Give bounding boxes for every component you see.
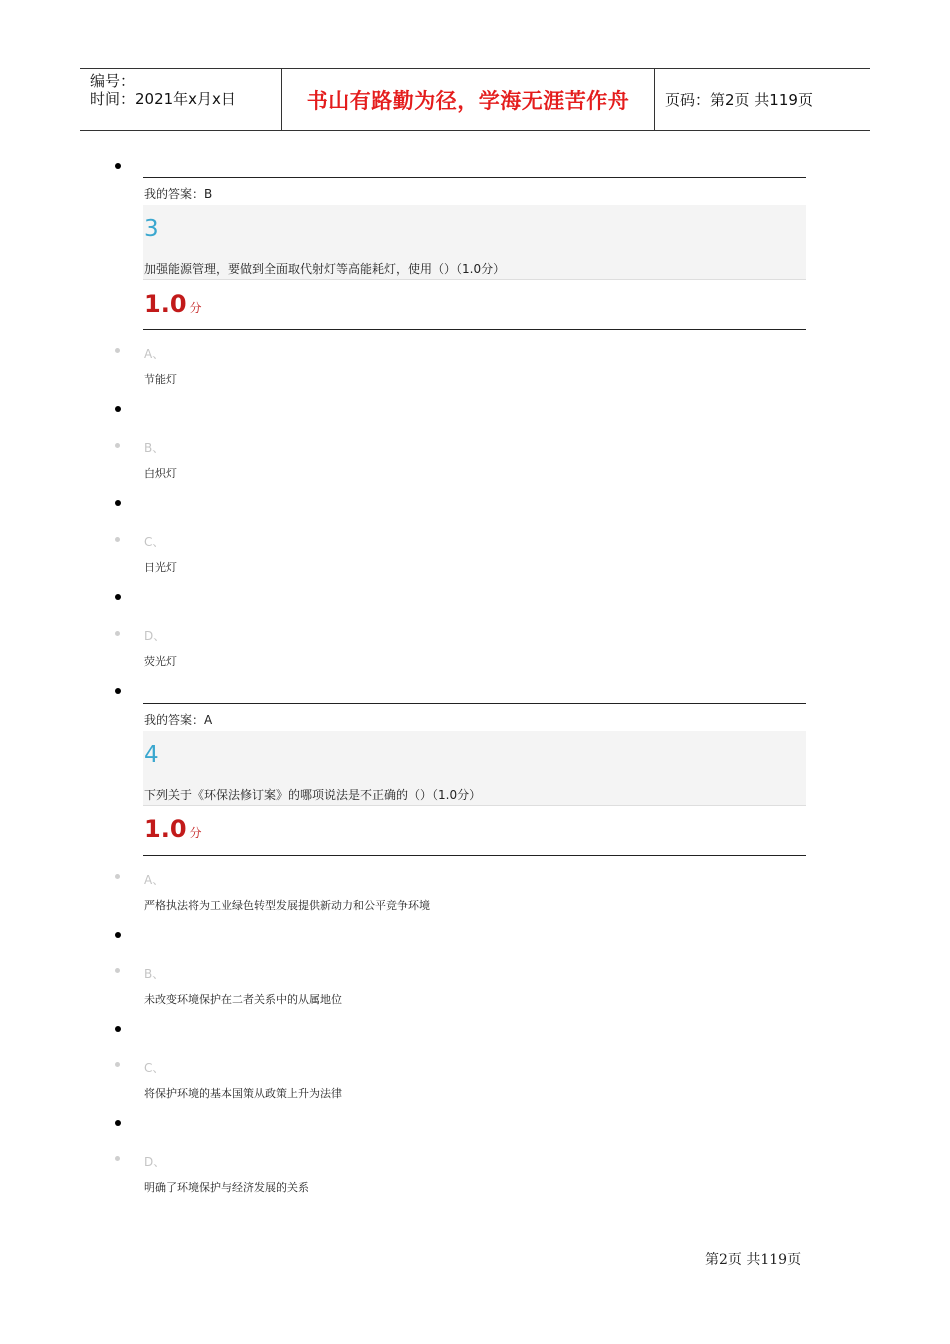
- option-c-label[interactable]: C、: [144, 535, 165, 549]
- question-number: 4: [144, 742, 159, 768]
- page-header: [80, 68, 870, 131]
- option-b-text[interactable]: 未改变环境保护在二者关系中的从属地位: [144, 993, 342, 1006]
- divider: [143, 329, 806, 330]
- date-label: 时间：2021年x月x日: [90, 90, 236, 108]
- option-b-label[interactable]: B、: [144, 441, 165, 455]
- option-d-text[interactable]: 明确了环境保护与经济发展的关系: [144, 1181, 309, 1194]
- option-b-text[interactable]: 白炽灯: [144, 467, 177, 480]
- option-bullet: [115, 631, 120, 636]
- question-text: 下列关于《环保法修订案》的哪项说法是不正确的（）（1.0分）: [144, 788, 482, 802]
- header-page-cell: [655, 69, 870, 130]
- my-answer-label: 我的答案：B: [144, 187, 213, 201]
- option-bullet: [115, 537, 120, 542]
- option-bullet: [115, 443, 120, 448]
- list-bullet: [115, 688, 121, 694]
- list-bullet: [115, 1026, 121, 1032]
- list-bullet: [115, 594, 121, 600]
- option-d-text[interactable]: 荧光灯: [144, 655, 177, 668]
- option-c-label[interactable]: C、: [144, 1061, 165, 1075]
- motto-text: 书山有路勤为径，学海无涯苦作舟: [306, 87, 630, 113]
- option-a-text[interactable]: 严格执法将为工业绿色转型发展提供新动力和公平竞争环境: [144, 899, 430, 912]
- list-bullet: [115, 406, 121, 412]
- header-motto-cell: [282, 69, 655, 130]
- list-bullet: [115, 163, 121, 169]
- option-bullet: [115, 1156, 120, 1161]
- option-bullet: [115, 1062, 120, 1067]
- serial-number-label: 编号：: [90, 72, 136, 90]
- option-a-text[interactable]: 节能灯: [144, 373, 177, 386]
- divider: [143, 177, 806, 178]
- option-a-label[interactable]: A、: [144, 873, 165, 887]
- score-value: 1.0: [144, 815, 187, 843]
- question-score: [144, 815, 202, 843]
- option-a-label[interactable]: A、: [144, 347, 165, 361]
- page-footer: 第2页 共119页: [705, 1252, 802, 1268]
- option-bullet: [115, 968, 120, 973]
- option-d-label[interactable]: D、: [144, 1155, 166, 1169]
- option-bullet: [115, 348, 120, 353]
- option-c-text[interactable]: 日光灯: [144, 561, 177, 574]
- question-score: [144, 290, 202, 318]
- score-value: 1.0: [144, 290, 187, 318]
- score-unit: 分: [189, 826, 202, 840]
- list-bullet: [115, 1120, 121, 1126]
- question-text: 加强能源管理，要做到全面取代射灯等高能耗灯，使用（）（1.0分）: [144, 262, 506, 276]
- option-b-label[interactable]: B、: [144, 967, 165, 981]
- option-bullet: [115, 874, 120, 879]
- header-page-info: 页码：第2页 共119页: [665, 91, 813, 109]
- option-c-text[interactable]: 将保护环境的基本国策从政策上升为法律: [144, 1087, 342, 1100]
- option-d-label[interactable]: D、: [144, 629, 166, 643]
- divider: [143, 703, 806, 704]
- score-unit: 分: [189, 301, 202, 315]
- question-number: 3: [144, 216, 159, 242]
- list-bullet: [115, 932, 121, 938]
- my-answer-label: 我的答案：A: [144, 713, 213, 727]
- header-meta-cell: [80, 69, 282, 130]
- divider: [143, 855, 806, 856]
- list-bullet: [115, 500, 121, 506]
